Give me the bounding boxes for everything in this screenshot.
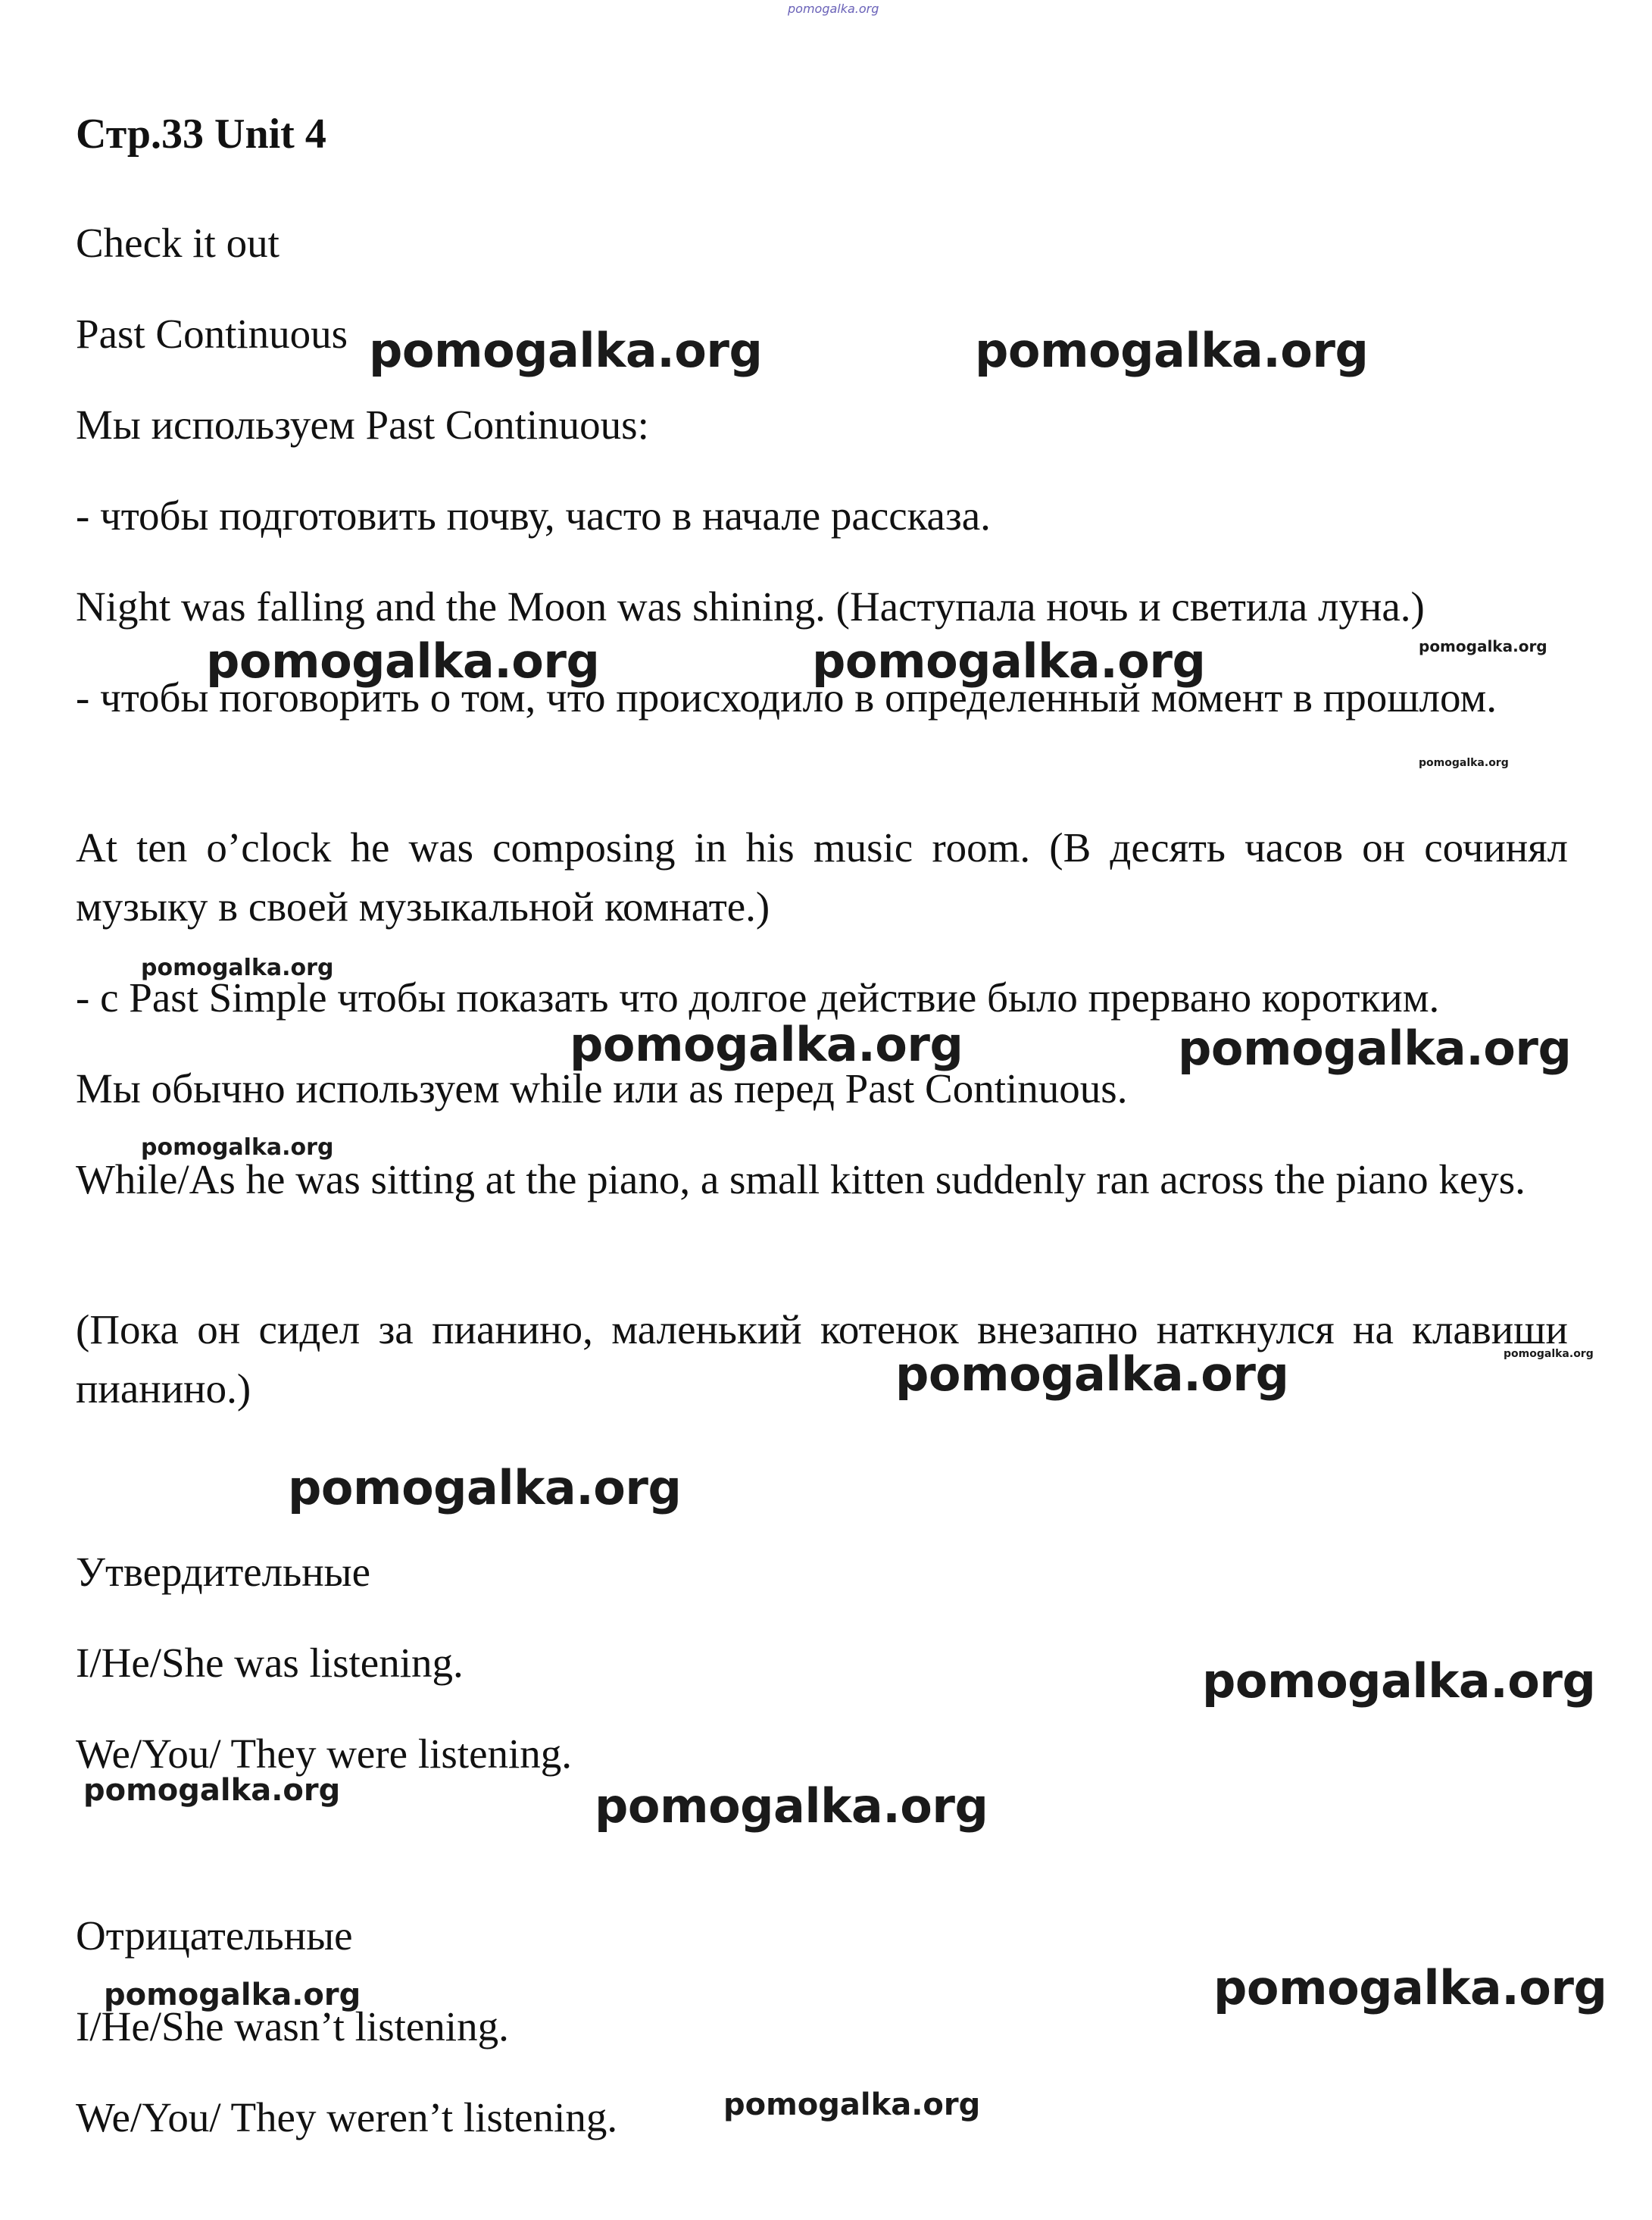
watermark: pomogalka.org [206, 633, 600, 689]
affirmative-line-2: We/You/ They were listening. [76, 1731, 573, 1777]
watermark: pomogalka.org [723, 2087, 981, 2122]
negative-line-2: We/You/ They weren’t listening. [76, 2094, 618, 2140]
watermark: pomogalka.org [288, 1460, 682, 1515]
usage-example-3: While/As he was sitting at the piano, a small kitten suddenly ran across the piano keys. [76, 1156, 1526, 1202]
watermark: pomogalka.org [595, 1778, 988, 1834]
usage-example-2: At ten o’clock he was composing in his music room. (В десять часов он сочинял музыку в своей музыкальной комнате.) [76, 824, 1568, 930]
usage-example-1: Night was falling and the Moon was shining. (Наступала ночь и светила луна.) [76, 583, 1425, 630]
usage-rule-2: - чтобы поговорить о том, что происходило в определенный момент в прошлом. [76, 674, 1497, 721]
topic-title: Past Continuous [76, 311, 348, 357]
affirmative-line-1: I/He/She was listening. [76, 1640, 464, 1686]
usage-rule-3: - с Past Simple чтобы показать что долгое действие было прервано коротким. [76, 974, 1440, 1021]
watermark: pomogalka.org [1419, 757, 1509, 769]
affirmative-heading: Утвердительные [76, 1549, 371, 1595]
intro-text: Мы используем Past Continuous: [76, 402, 649, 448]
watermark: pomogalka.org [141, 955, 334, 981]
page-title: Стр.33 Unit 4 [76, 111, 326, 158]
usage-note-3: Мы обычно используем while или as перед Past Continuous. [76, 1065, 1128, 1112]
section-title: Check it out [76, 220, 279, 266]
watermark: pomogalka.org [104, 1978, 361, 2012]
watermark: pomogalka.org [369, 323, 763, 378]
watermark: pomogalka.org [1178, 1021, 1572, 1076]
watermark: pomogalka.org [812, 633, 1206, 689]
usage-translation-3: (Пока он сидел за пианино, маленький котенок внезапно наткнулся на клавиши пианино.) [76, 1306, 1568, 1412]
watermark: pomogalka.org [1504, 1348, 1594, 1360]
watermark: pomogalka.org [1202, 1653, 1596, 1709]
watermark: pomogalka.org [975, 323, 1369, 378]
watermark: pomogalka.org [788, 2, 879, 16]
negative-line-1: I/He/She wasn’t listening. [76, 2003, 509, 2050]
watermark: pomogalka.org [1419, 637, 1547, 655]
watermark: pomogalka.org [1213, 1960, 1607, 2015]
watermark: pomogalka.org [141, 1134, 334, 1161]
watermark: pomogalka.org [83, 1773, 341, 1808]
usage-rule-1: - чтобы подготовить почву, часто в начале рассказа. [76, 492, 991, 539]
negative-heading: Отрицательные [76, 1912, 353, 1959]
watermark: pomogalka.org [570, 1017, 963, 1072]
watermark: pomogalka.org [895, 1346, 1289, 1402]
